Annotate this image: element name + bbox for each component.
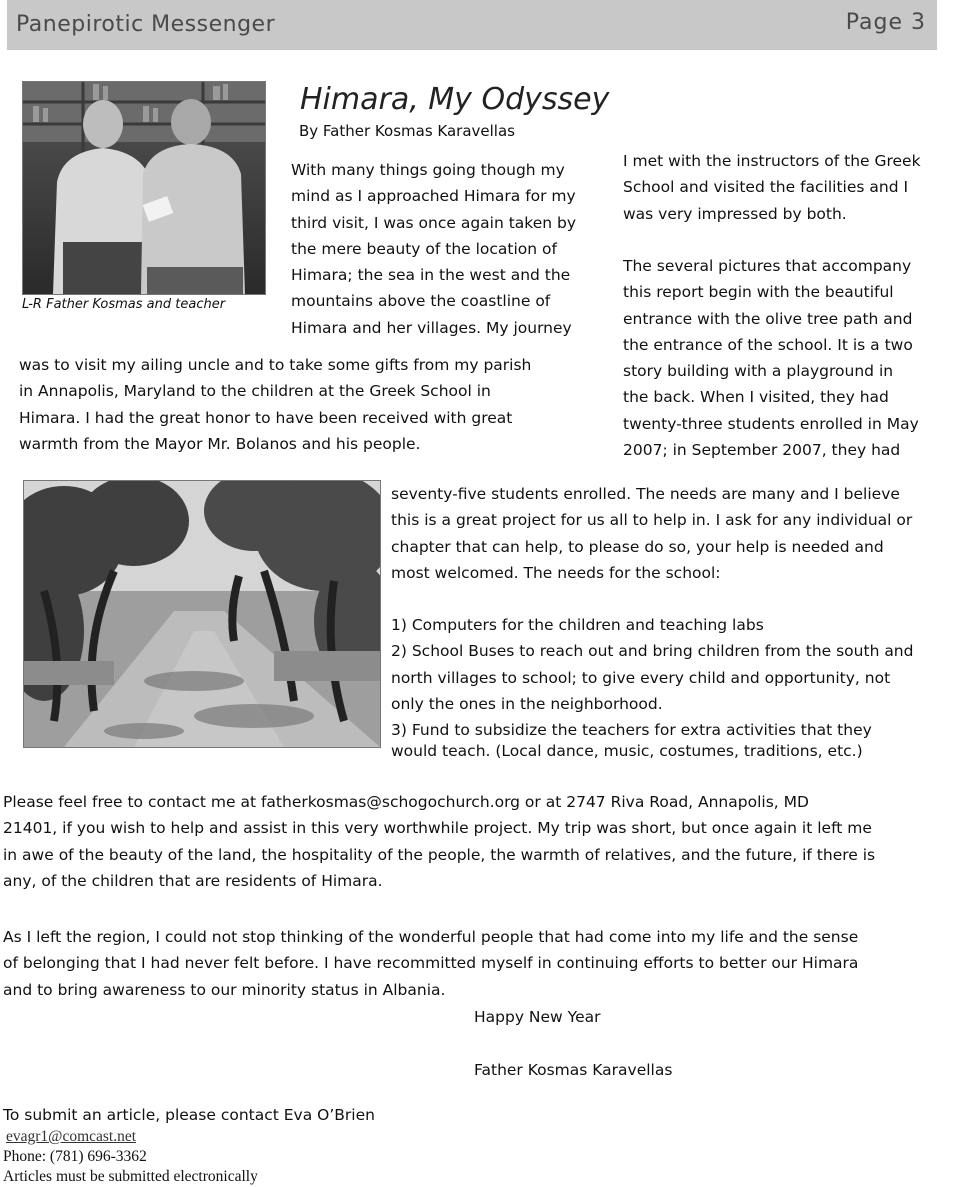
text-line: entrance with the olive tree path and	[623, 309, 913, 328]
intro-paragraph-top	[291, 157, 611, 341]
list-item: north villages to school; to give every child and opportunity, not	[391, 668, 891, 687]
text-line: I met with the instructors of the Greek	[623, 152, 921, 170]
text-line: the entrance of the school. It is a two	[623, 335, 913, 354]
right-column-paragraph-1	[623, 148, 958, 227]
article-title: Himara, My Odyssey	[300, 82, 610, 117]
publication-title: Panepirotic Messenger	[16, 12, 276, 37]
text-line: was to visit my ailing uncle and to take some gifts from my parish	[19, 356, 532, 374]
text-line: of belonging that I had never felt before. I have recommitted myself in continuing efforts to better our Himara	[3, 954, 859, 973]
photo-caption: L-R Father Kosmas and teacher	[22, 297, 226, 312]
text-line: The several pictures that accompany	[623, 257, 912, 275]
email-link[interactable]: evagr1@comcast.net	[6, 1128, 137, 1145]
closing-paragraph	[3, 924, 960, 1003]
signature: Father Kosmas Karavellas	[474, 1061, 673, 1079]
right-column-paragraph-2	[623, 253, 958, 463]
submission-note: Articles must be submitted electronically	[3, 1168, 258, 1185]
text-line: With many things going though my	[291, 161, 565, 179]
text-line: most welcomed. The needs for the school:	[391, 563, 721, 582]
text-line: mind as I approached Himara for my	[291, 187, 576, 206]
text-line: chapter that can help, to please do so, your help is needed and	[391, 537, 884, 556]
photo-path-image	[24, 481, 380, 747]
text-line: As I left the region, I could not stop thinking of the wonderful people that had come into my life and the sense	[3, 928, 859, 946]
text-line: mountains above the coastline of	[291, 292, 551, 311]
text-line: story building with a playground in	[623, 362, 894, 381]
text-line: twenty-three students enrolled in May	[623, 414, 919, 433]
text-line: warmth from the Mayor Mr. Bolanos and his people.	[19, 434, 421, 453]
list-item: 2) School Buses to reach out and bring children from the south and	[391, 642, 914, 661]
text-line: seventy-five students enrolled. The needs are many and I believe	[391, 485, 900, 503]
text-line: 2007; in September 2007, they had	[623, 441, 901, 460]
photo-people-image	[23, 82, 265, 294]
text-line: the mere beauty of the location of	[291, 239, 557, 258]
greeting: Happy New Year	[474, 1008, 601, 1026]
list-item: only the ones in the neighborhood.	[391, 694, 663, 713]
text-line: and to bring awareness to our minority status in Albania.	[3, 980, 446, 999]
needs-list	[391, 612, 960, 762]
page-number: Page 3	[845, 10, 926, 35]
text-line: Himara and her villages. My journey	[291, 318, 572, 337]
text-line: was very impressed by both.	[623, 204, 847, 223]
photo-father-and-teacher	[22, 81, 266, 295]
list-item: would teach. (Local dance, music, costumes, traditions, etc.)	[391, 742, 863, 761]
text-line: 21401, if you wish to help and assist in this very worthwhile project. My trip was short, but once again it left me	[3, 819, 872, 838]
text-line: School and visited the facilities and I	[623, 178, 909, 197]
contact-paragraph	[3, 789, 960, 894]
submit-heading: To submit an article, please contact Eva O’Brien	[3, 1106, 375, 1124]
photo-olive-tree-path	[23, 480, 381, 748]
text-line: Please feel free to contact me at fatherkosmas@schogochurch.org or at 2747 Riva Road, Annapolis, MD	[3, 793, 809, 811]
text-line: third visit, I was once again taken by	[291, 213, 577, 232]
list-item: 3) Fund to subsidize the teachers for extra activities that they	[391, 721, 872, 740]
phone-number: Phone: (781) 696-3362	[3, 1148, 147, 1165]
intro-paragraph-bottom	[19, 352, 609, 457]
text-line: this is a great project for us all to help in. I ask for any individual or	[391, 511, 913, 530]
text-line: Himara; the sea in the west and the	[291, 266, 571, 285]
needs-intro-paragraph	[391, 481, 960, 586]
text-line: any, of the children that are residents of Himara.	[3, 871, 383, 890]
article-byline: By Father Kosmas Karavellas	[299, 122, 515, 140]
text-line: in awe of the beauty of the land, the hospitality of the people, the warmth of relatives, and the future, if there is	[3, 845, 876, 864]
text-line: Himara. I had the great honor to have been received with great	[19, 408, 513, 427]
text-line: in Annapolis, Maryland to the children at the Greek School in	[19, 382, 491, 401]
text-line: this report begin with the beautiful	[623, 283, 894, 302]
list-item: 1) Computers for the children and teaching labs	[391, 616, 764, 634]
text-line: the back. When I visited, they had	[623, 388, 889, 407]
submit-info	[3, 1127, 258, 1187]
